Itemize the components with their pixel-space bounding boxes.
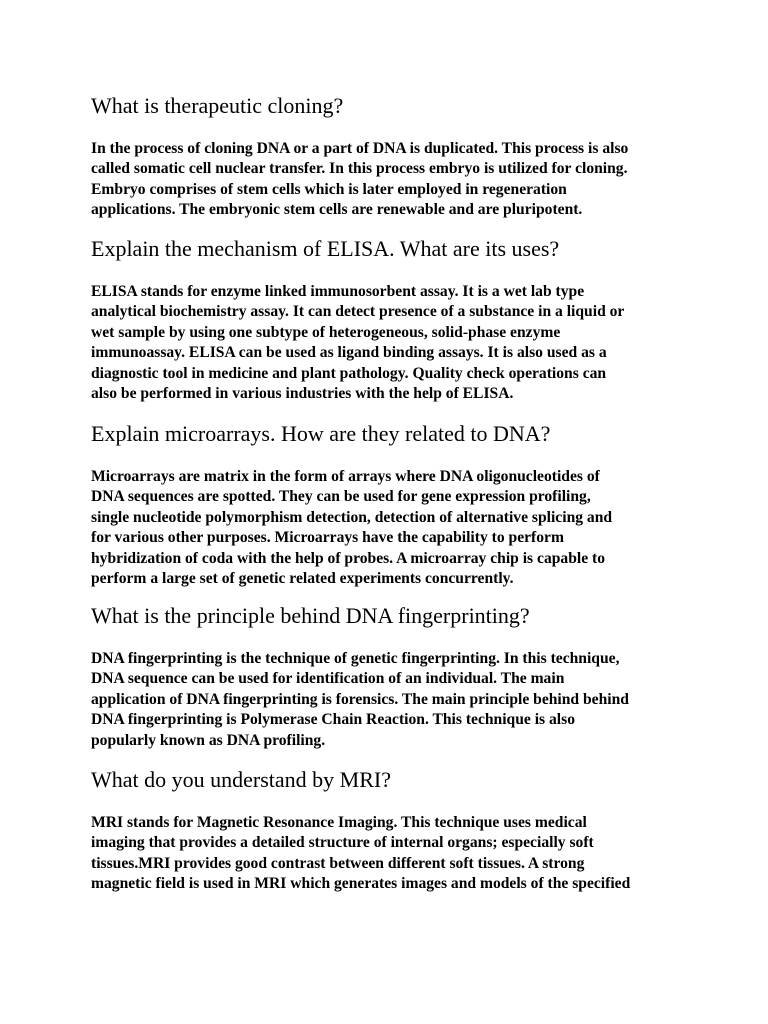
body-line: immunoassay. ELISA can be used as ligand binding assays. It is also used as a: [91, 344, 607, 362]
body-line: wet sample by using one subtype of heterogeneous, solid-phase enzyme: [91, 323, 561, 341]
body-line: imaging that provides a detailed structure of internal organs; especially soft: [91, 834, 594, 852]
body-line: application of DNA fingerprinting is forensics. The main principle behind behind: [91, 690, 629, 708]
body-line: tissues.MRI provides good contrast between different soft tissues. A strong: [91, 854, 585, 872]
body-line: also be performed in various industries with the help of ELISA.: [91, 385, 514, 403]
qa-section-microarrays: [91, 421, 691, 589]
body-line: In the process of cloning DNA or a part of DNA is duplicated. This process is also: [91, 140, 629, 157]
qa-section-dna-fingerprinting: [91, 603, 691, 751]
section-heading: What is the principle behind DNA fingerprinting?: [91, 603, 530, 628]
section-heading: What is therapeutic cloning?: [91, 93, 344, 118]
section-heading: Explain the mechanism of ELISA. What are its uses?: [91, 236, 560, 261]
section-body: [91, 467, 691, 589]
body-line: magnetic field is used in MRI which generates images and models of the specified: [91, 875, 631, 893]
body-line: Embryo comprises of stem cells which is later employed in regeneration: [91, 180, 567, 198]
qa-section-elisa: [91, 236, 691, 404]
section-body: [91, 813, 691, 895]
qa-section-mri: [91, 767, 691, 895]
section-heading: What do you understand by MRI?: [91, 767, 391, 792]
body-line: MRI stands for Magnetic Resonance Imaging. This technique uses medical: [91, 814, 587, 831]
body-line: single nucleotide polymorphism detection, detection of alternative splicing and: [91, 508, 613, 526]
section-body: [91, 282, 691, 404]
body-line: popularly known as DNA profiling.: [91, 731, 326, 749]
body-line: called somatic cell nuclear transfer. In this process embryo is utilized for cloning.: [91, 160, 628, 178]
section-heading: Explain microarrays. How are they related to DNA?: [91, 421, 551, 446]
body-line: diagnostic tool in medicine and plant pathology. Quality check operations can: [91, 364, 607, 382]
body-line: Microarrays are matrix in the form of arrays where DNA oligonucleotides of: [91, 468, 600, 485]
section-body: [91, 649, 691, 751]
body-line: perform a large set of genetic related experiments concurrently.: [91, 570, 514, 588]
qa-section-therapeutic-cloning: [91, 93, 691, 221]
body-line: DNA sequences are spotted. They can be used for gene expression profiling,: [91, 488, 591, 506]
body-line: DNA fingerprinting is Polymerase Chain Reaction. This technique is also: [91, 711, 576, 729]
body-line: analytical biochemistry assay. It can detect presence of a substance in a liquid or: [91, 303, 625, 321]
section-body: [91, 139, 691, 221]
body-line: DNA sequence can be used for identification of an individual. The main: [91, 670, 565, 688]
body-line: applications. The embryonic stem cells are renewable and are pluripotent.: [91, 201, 583, 219]
body-line: DNA fingerprinting is the technique of genetic fingerprinting. In this technique,: [91, 650, 620, 667]
body-line: ELISA stands for enzyme linked immunosorbent assay. It is a wet lab type: [91, 283, 585, 300]
body-line: hybridization of coda with the help of probes. A microarray chip is capable to: [91, 549, 606, 567]
body-line: for various other purposes. Microarrays have the capability to perform: [91, 529, 564, 547]
